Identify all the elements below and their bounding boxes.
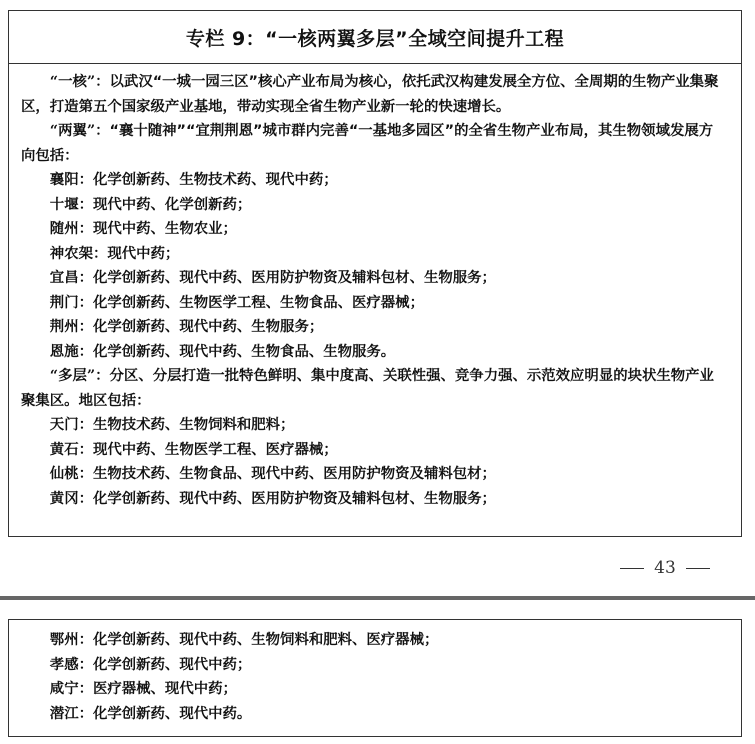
dash-left (620, 568, 644, 569)
list-item: 黄冈：化学创新药、现代中药、医用防护物资及辅料包材、生物服务； (49, 490, 496, 507)
text-multi-layer: ：分区、分层打造一批特色鲜明、集中度高、关联性强、竞争力强、示范效应明显的块状生物产业聚集区。地区包括： (21, 368, 714, 409)
list-item: 天门：生物技术药、生物饲料和肥料； (49, 417, 295, 433)
list-item: 鄂州：化学创新药、现代中药、生物饲料和肥料、医疗器械； (49, 632, 439, 648)
column-body (9, 64, 741, 511)
list-item: 十堰：现代中药、化学创新药； (49, 196, 252, 213)
list-item: 仙桃：生物技术药、生物食品、现代中药、医用防护物资及辅料包材； (49, 466, 496, 482)
lead-core: “一核” (49, 73, 96, 90)
list-item: 随州：现代中药、生物农业； (49, 221, 237, 237)
list-item: 黄石：现代中药、生物医学工程、医疗器械； (49, 441, 338, 458)
lead-two-wings: “两翼” (49, 122, 96, 139)
column-title: 专栏 9：“一核两翼多层”全域空间提升工程 (9, 11, 741, 64)
dash-right (686, 568, 710, 569)
paragraph-core (21, 70, 727, 119)
column-box-continued (8, 619, 742, 737)
list-item: 荆州：化学创新药、现代中药、生物服务； (49, 319, 324, 335)
list-item: 荆门：化学创新药、生物医学工程、生物食品、医疗器械； (49, 294, 424, 311)
lead-multi-layer: “多层” (49, 367, 96, 384)
list-item: 襄阳：化学创新药、生物技术药、现代中药； (49, 172, 338, 188)
list-item: 宜昌：化学创新药、现代中药、医用防护物资及辅料包材、生物服务； (49, 270, 496, 286)
text-core: ：以武汉“一城一园三区”核心产业布局为核心，依托武汉构建发展全方位、全周期的生物产业集聚区，打造第五个国家级产业基地，带动实现全省生物产业新一轮的快速增长。 (21, 74, 719, 115)
page-number (600, 558, 730, 578)
list-item: 恩施：化学创新药、现代中药、生物食品、生物服务。 (49, 343, 396, 360)
paragraph-multi-layer (21, 364, 727, 413)
list-item: 咸宁：医疗器械、现代中药； (49, 681, 237, 697)
list-item: 神农架：现代中药； (49, 245, 180, 262)
page-number-value: 43 (654, 558, 676, 578)
paragraph-two-wings (21, 119, 727, 168)
column-body-continued (9, 620, 741, 726)
page-separator (0, 596, 755, 600)
list-item: 潜江：化学创新药、现代中药。 (49, 705, 252, 722)
list-item: 孝感：化学创新药、现代中药； (49, 656, 252, 673)
text-two-wings: ：“襄十随神”“宜荆荆恩”城市群内完善“一基地多园区”的全省生物产业布局，其生物领域发展方向包括： (21, 123, 714, 164)
column-box-9 (8, 10, 742, 537)
